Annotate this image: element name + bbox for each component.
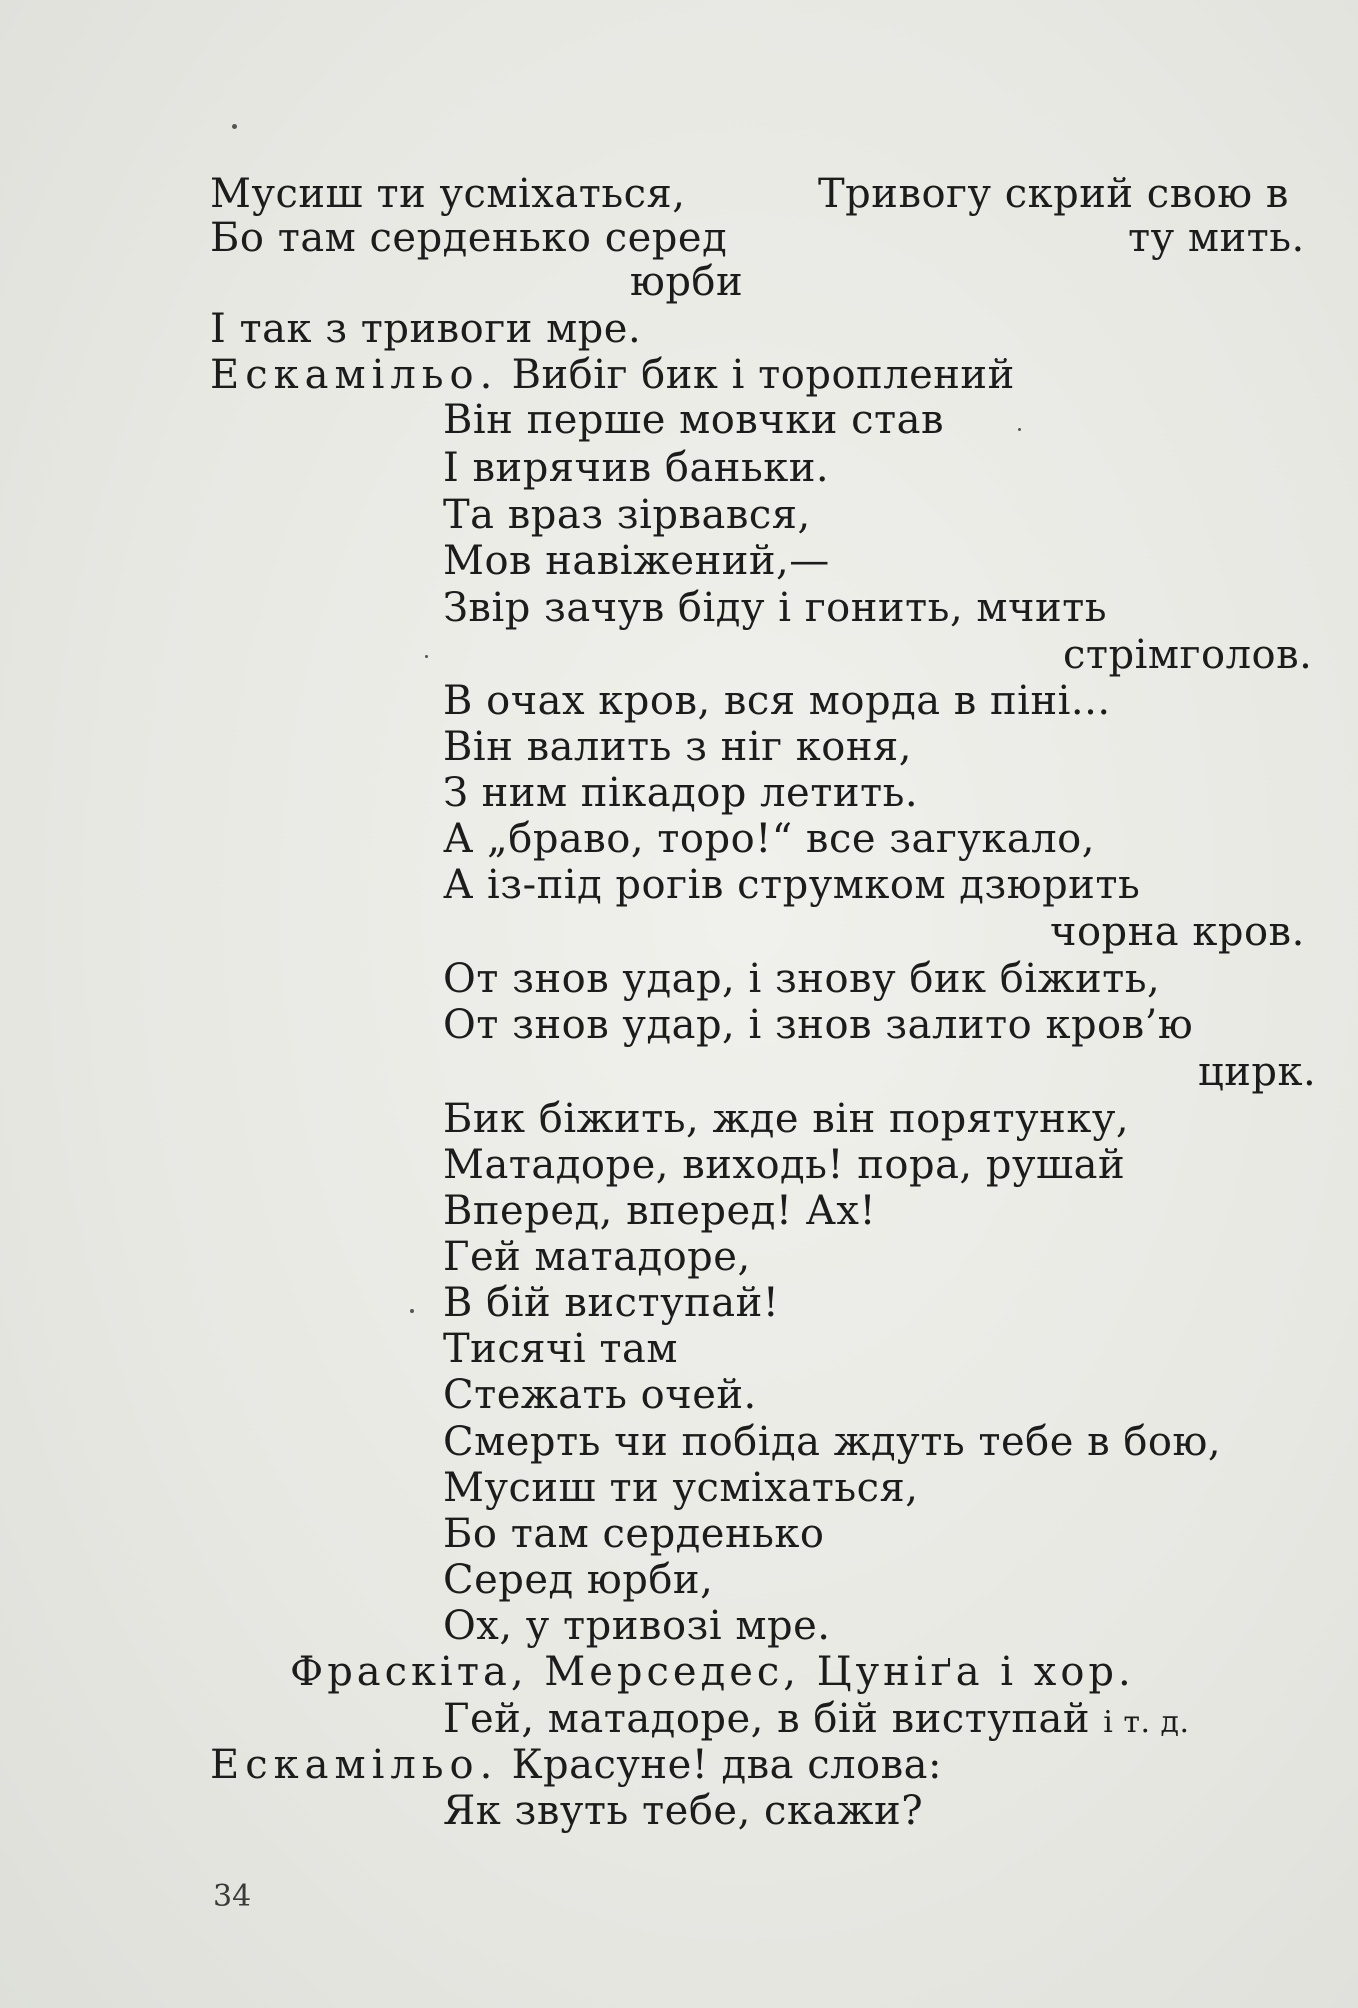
verse-line: [443, 1697, 1190, 1745]
verse-line: Тисячі там: [443, 1326, 679, 1372]
verse-line: З ним пікадор летить.: [443, 770, 919, 816]
verse-line: І так з тривоги мре.: [210, 306, 642, 352]
verse-line: Бик біжить, жде він порятунку,: [443, 1096, 1130, 1142]
verse-line: От знов удар, і знову бик біжить,: [443, 956, 1161, 1002]
verse-line: Бо там серденько серед: [210, 215, 728, 261]
verse-line: Тривогу скрий свою в: [818, 171, 1289, 217]
verse-text: Гей, матадоре, в бій виступай: [443, 1696, 1090, 1742]
verse-line: юрби: [630, 259, 744, 305]
verse-line: Бо там серденько: [443, 1511, 825, 1557]
verse-line: Серед юрби,: [443, 1557, 714, 1603]
ink-speck: [425, 655, 428, 658]
verse-line: чорна кров.: [1050, 909, 1305, 955]
ink-speck: [410, 1309, 414, 1313]
verse-line: А „браво, торо!“ все загукало,: [443, 816, 1095, 862]
verse-line: Ох, у тривозі мре.: [443, 1603, 831, 1649]
verse-text: Красуне! два слова:: [511, 1742, 942, 1788]
verse-line: стрімголов.: [1063, 632, 1313, 678]
speaker-line: [210, 353, 1015, 397]
verse-line: Та враз зірвався,: [443, 492, 811, 538]
verse-line: Гей матадоре,: [443, 1234, 751, 1280]
verse-line: Він перше мовчки став: [443, 397, 945, 443]
verse-line: Мов навіжений,—: [443, 538, 830, 584]
page-number: 34: [213, 1879, 252, 1914]
speaker-name: Фраскіта, Мерседес, Цуніґа і хор.: [290, 1649, 1135, 1695]
ink-speck: [1018, 428, 1021, 431]
verse-line: Смерть чи побіда ждуть тебе в бою,: [443, 1419, 1222, 1465]
verse-line: В бій виступай!: [443, 1280, 780, 1326]
verse-line: Він валить з ніг коня,: [443, 724, 912, 770]
verse-line: А із-під рогів струмком дзюрить: [443, 862, 1141, 908]
verse-line: І вирячив баньки.: [443, 445, 830, 491]
verse-line: цирк.: [1198, 1049, 1317, 1095]
verse-line: Звір зачув біду і гонить, мчить: [443, 585, 1108, 631]
ink-speck: [232, 124, 237, 129]
verse-line: От знов удар, і знов залито кров’ю: [443, 1002, 1194, 1048]
verse-text: Вибіг бик і тороплений: [511, 352, 1015, 398]
speaker-name: Ескамільо.: [210, 1742, 499, 1788]
etc-note: і т. д.: [1103, 1705, 1190, 1740]
verse-line: Мусиш ти усміхаться,: [443, 1465, 919, 1511]
speaker-line: [210, 1743, 942, 1787]
speaker-name: Ескамільо.: [210, 352, 499, 398]
verse-line: Матадоре, виходь! пора, рушай: [443, 1142, 1126, 1188]
verse-line: Стежать очей.: [443, 1372, 757, 1418]
verse-line: Вперед, вперед! Ах!: [443, 1188, 877, 1234]
verse-line: В очах кров, вся морда в піні...: [443, 678, 1111, 724]
verse-line: Як звуть тебе, скажи?: [443, 1788, 924, 1834]
verse-line: ту мить.: [1128, 215, 1305, 261]
verse-line: Мусиш ти усміхаться,: [210, 171, 686, 217]
